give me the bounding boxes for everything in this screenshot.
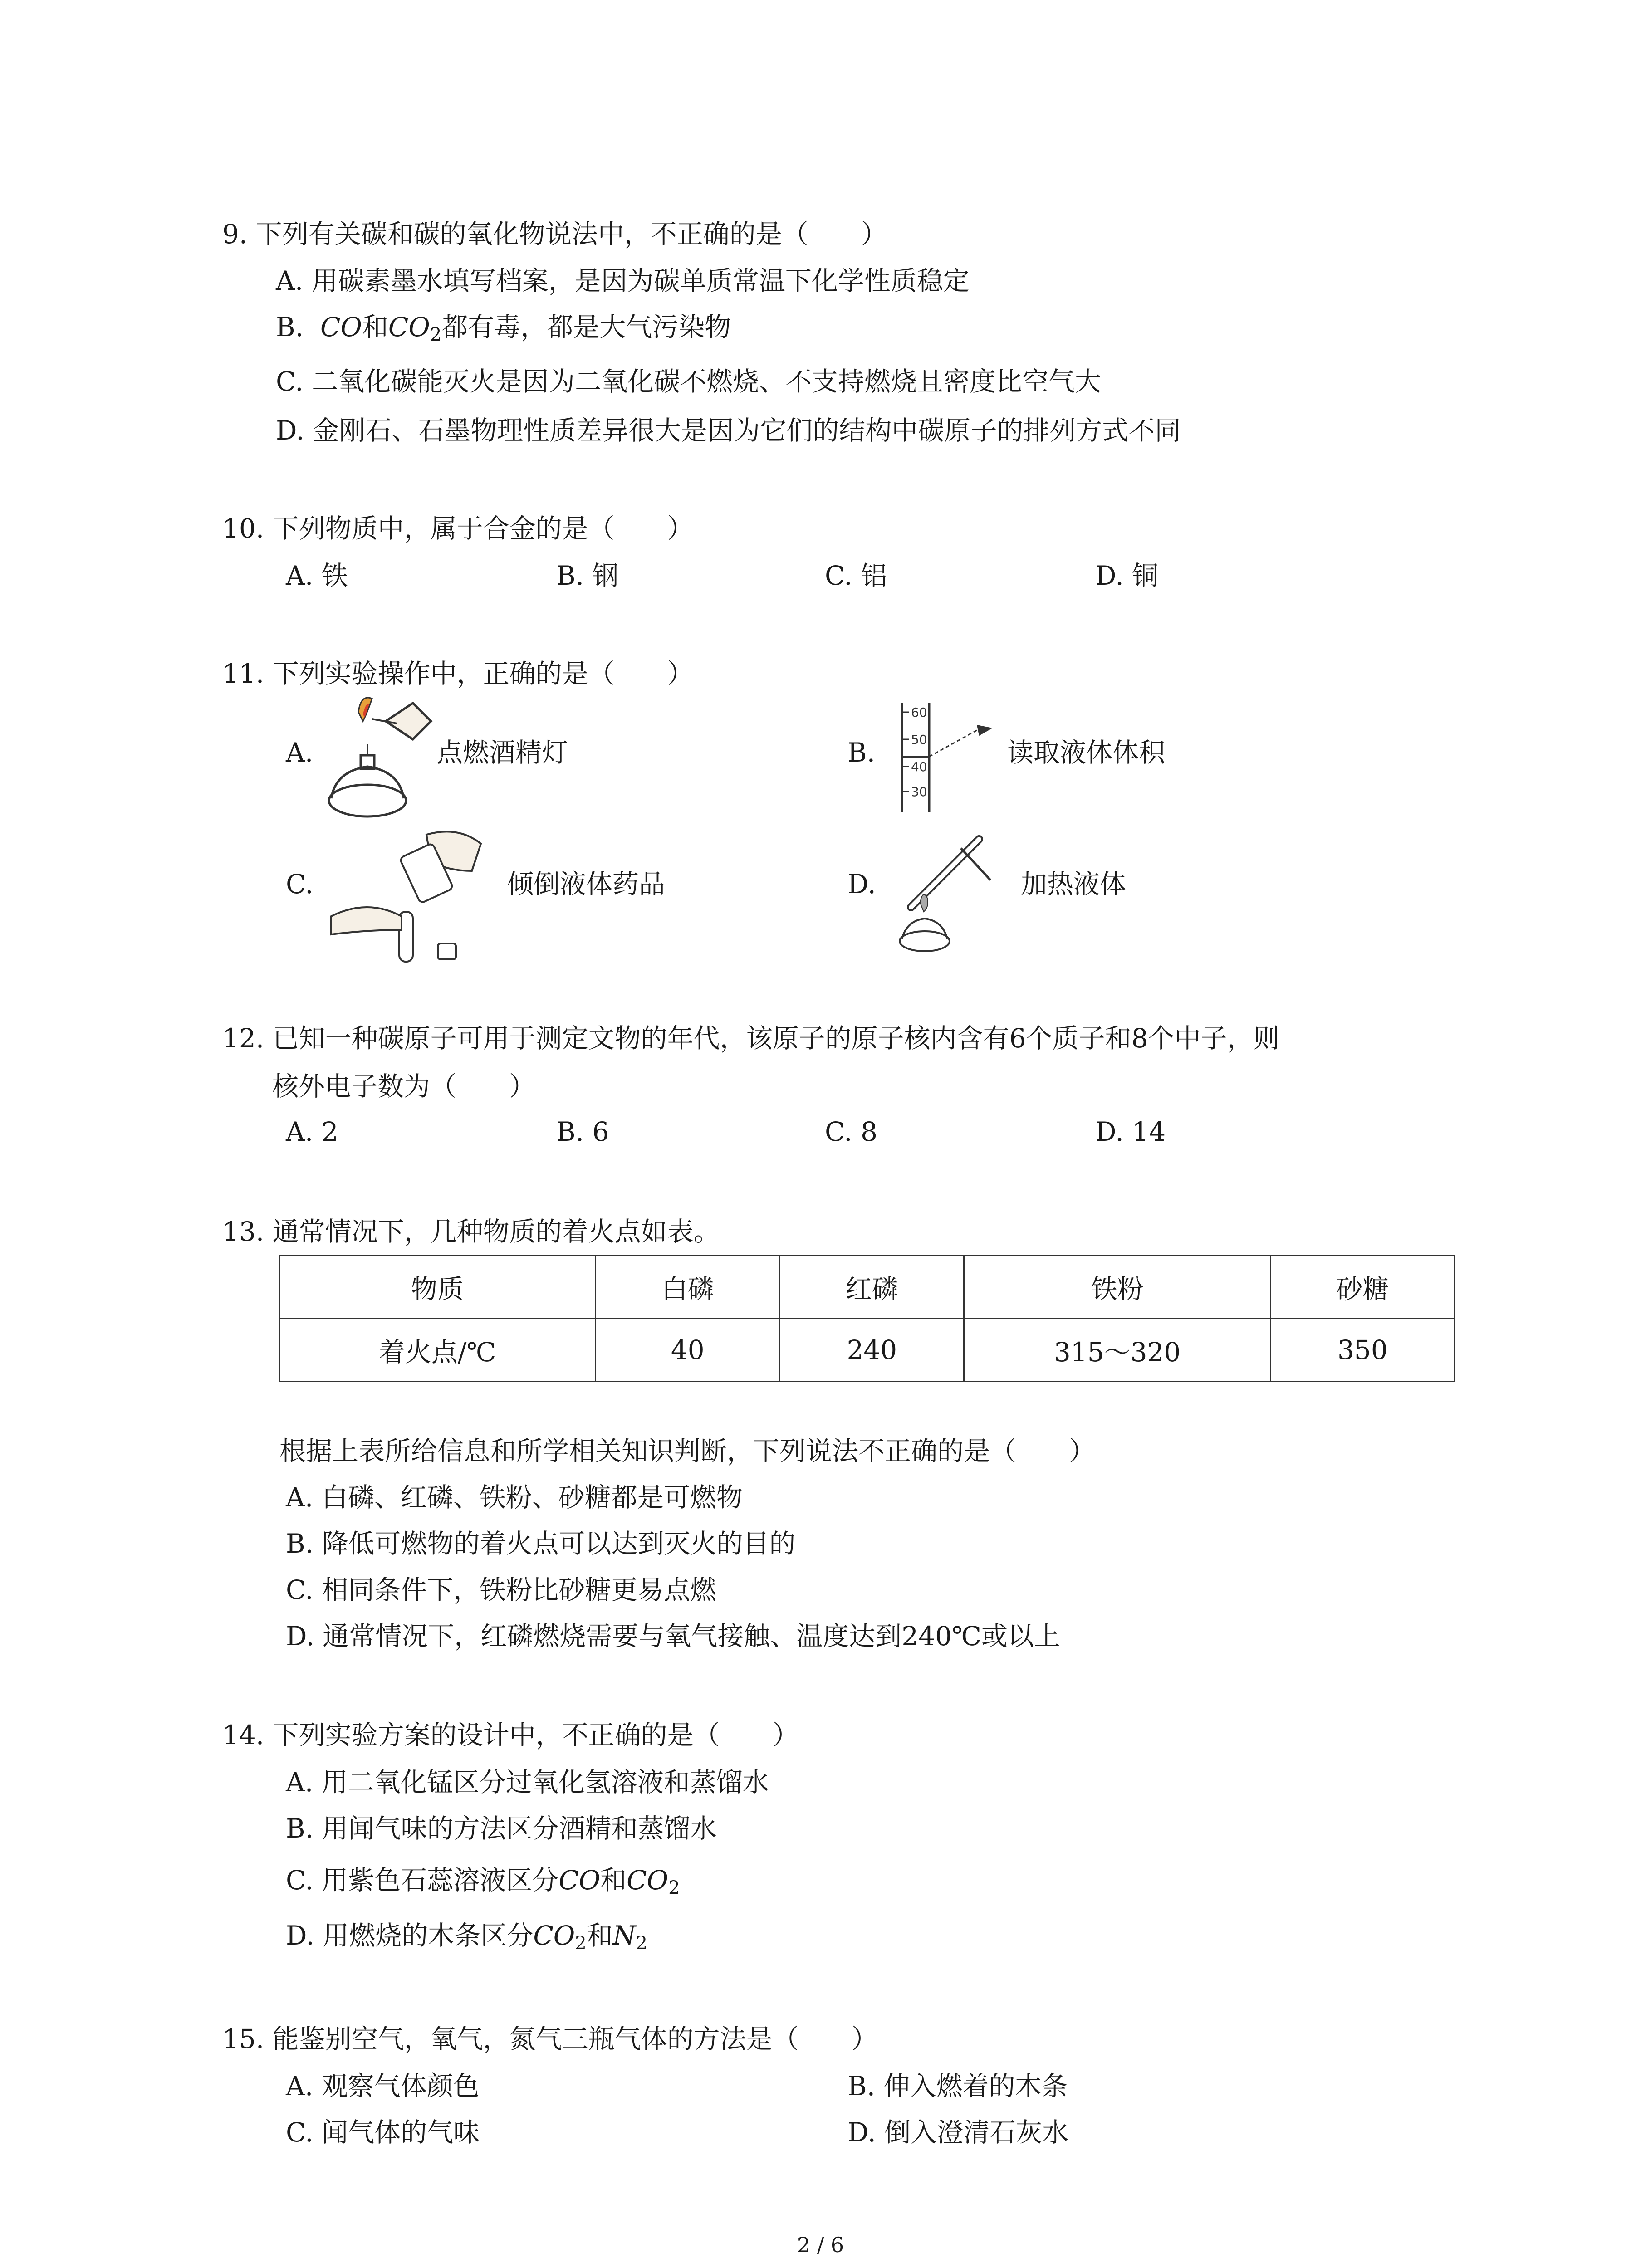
- q14-formula-co: CO: [558, 1865, 601, 1896]
- q12-stem-line2: 核外电子数为（ ）: [272, 1071, 536, 1102]
- q10-option-d: D. 铜: [1095, 560, 1159, 591]
- q9-option-d: D. 金刚石、石墨物理性质差异很大是因为它们的结构中碳原子的排列方式不同: [276, 415, 1181, 446]
- q10-option-b: B. 钢: [556, 560, 619, 591]
- q11-option-d-text: 加热液体: [1021, 869, 1127, 899]
- q12-option-c: C. 8: [825, 1116, 878, 1147]
- cylinder-tick-50: 50: [911, 732, 927, 747]
- q14-option-d: [286, 1922, 647, 1952]
- q11-option-b-text: 读取液体体积: [1007, 737, 1166, 768]
- q14-option-b: B. 用闻气味的方法区分酒精和蒸馏水: [286, 1813, 717, 1844]
- q14-and-d: 和: [586, 1920, 613, 1951]
- q14-formula-n2: N: [612, 1920, 636, 1951]
- measuring-cylinder-reading-image: [893, 699, 997, 816]
- q9-option-b: [276, 314, 731, 344]
- q13-stem: 13. 通常情况下，几种物质的着火点如表。: [222, 1216, 720, 1247]
- q11-stem: 11. 下列实验操作中，正确的是（ ）: [222, 658, 694, 689]
- q11-option-a-label: A.: [286, 737, 314, 768]
- q13-option-b: B. 降低可燃物的着火点可以达到灭火的目的: [286, 1528, 796, 1559]
- q11-option-c-label: C.: [286, 869, 314, 899]
- q11-option-a-text: 点燃酒精灯: [436, 737, 568, 768]
- q13-option-a: A. 白磷、红磷、铁粉、砂糖都是可燃物: [286, 1482, 743, 1513]
- q9-formula-co: CO: [320, 312, 362, 342]
- q14-option-c: [286, 1867, 680, 1897]
- q9-formula-co2-sub: 2: [430, 324, 442, 345]
- q9-option-b-rest: 都有毒，都是大气污染物: [441, 312, 731, 342]
- q11-option-c-text: 倾倒液体药品: [507, 869, 666, 899]
- q14-formula-n2-sub: 2: [636, 1933, 647, 1954]
- q14-option-d-text: D. 用燃烧的木条区分: [286, 1920, 534, 1951]
- q15-option-a: A. 观察气体颜色: [286, 2071, 480, 2102]
- table-header-cell: 白磷: [596, 1256, 780, 1319]
- table-cell: 着火点/℃: [279, 1319, 596, 1382]
- q14-formula-co2-sub: 2: [668, 1877, 680, 1898]
- q14-formula-co2-d-sub: 2: [575, 1933, 587, 1954]
- table-cell: 315～320: [964, 1319, 1270, 1382]
- q14-formula-co2-d: CO: [533, 1920, 575, 1951]
- table-header-cell: 物质: [279, 1256, 596, 1319]
- q11-option-b-label: B.: [847, 737, 876, 768]
- q15-stem: 15. 能鉴别空气，氧气，氮气三瓶气体的方法是（ ）: [222, 2024, 878, 2054]
- heating-liquid-image: [893, 830, 1002, 957]
- q15-option-d: D. 倒入澄清石灰水: [847, 2117, 1069, 2148]
- q10-option-c: C. 铝: [825, 560, 887, 591]
- table-header-cell: 铁粉: [964, 1256, 1270, 1319]
- q13-option-c: C. 相同条件下，铁粉比砂糖更易点燃: [286, 1574, 717, 1605]
- q13-question: 根据上表所给信息和所学相关知识判断，下列说法不正确的是（ ）: [279, 1436, 1096, 1466]
- q15-option-c: C. 闻气体的气味: [286, 2117, 480, 2148]
- q14-option-a: A. 用二氧化锰区分过氧化氢溶液和蒸馏水: [286, 1767, 769, 1798]
- cylinder-tick-60: 60: [911, 705, 927, 720]
- table-header-cell: 砂糖: [1270, 1256, 1455, 1319]
- q12-option-d: D. 14: [1095, 1116, 1166, 1147]
- table-cell: 40: [596, 1319, 780, 1382]
- alcohol-lamp-lighting-image: [318, 694, 440, 821]
- q12-option-a: A. 2: [286, 1116, 338, 1147]
- q14-option-c-text: C. 用紫色石蕊溶液区分: [286, 1865, 559, 1896]
- q14-formula-co2: CO: [627, 1865, 669, 1896]
- q14-and: 和: [600, 1865, 627, 1896]
- q14-stem: 14. 下列实验方案的设计中，不正确的是（ ）: [222, 1720, 799, 1750]
- table-cell: 240: [780, 1319, 964, 1382]
- q13-option-d: D. 通常情况下，红磷燃烧需要与氧气接触、温度达到240℃或以上: [286, 1621, 1060, 1652]
- table-cell: 350: [1270, 1319, 1455, 1382]
- page-number: 2 / 6: [797, 2233, 844, 2257]
- ignition-point-table: [279, 1255, 1455, 1382]
- q9-formula-co2: CO: [388, 312, 430, 342]
- table-header-cell: 红磷: [780, 1256, 964, 1319]
- cylinder-tick-30: 30: [911, 784, 927, 799]
- q12-stem-line1: 12. 已知一种碳原子可用于测定文物的年代，该原子的原子核内含有6个质子和8个中子，则: [222, 1023, 1280, 1054]
- q9-stem: 9. 下列有关碳和碳的氧化物说法中，不正确的是（ ）: [222, 219, 887, 249]
- q9-option-b-label: B.: [276, 312, 304, 342]
- q9-and: 和: [362, 312, 388, 342]
- q9-option-c: C. 二氧化碳能灭火是因为二氧化碳不燃烧、不支持燃烧且密度比空气大: [276, 366, 1102, 397]
- q10-option-a: A. 铁: [286, 560, 348, 591]
- cylinder-tick-40: 40: [911, 759, 927, 774]
- pouring-liquid-image: [322, 816, 504, 966]
- q12-option-b: B. 6: [556, 1116, 609, 1147]
- q15-option-b: B. 伸入燃着的木条: [847, 2071, 1068, 2102]
- q11-option-d-label: D.: [847, 869, 876, 899]
- table-header-row: [279, 1256, 1455, 1319]
- q10-stem: 10. 下列物质中，属于合金的是（ ）: [222, 513, 694, 544]
- q9-option-a: A. 用碳素墨水填写档案，是因为碳单质常温下化学性质稳定: [276, 265, 970, 296]
- table-row: [279, 1319, 1455, 1382]
